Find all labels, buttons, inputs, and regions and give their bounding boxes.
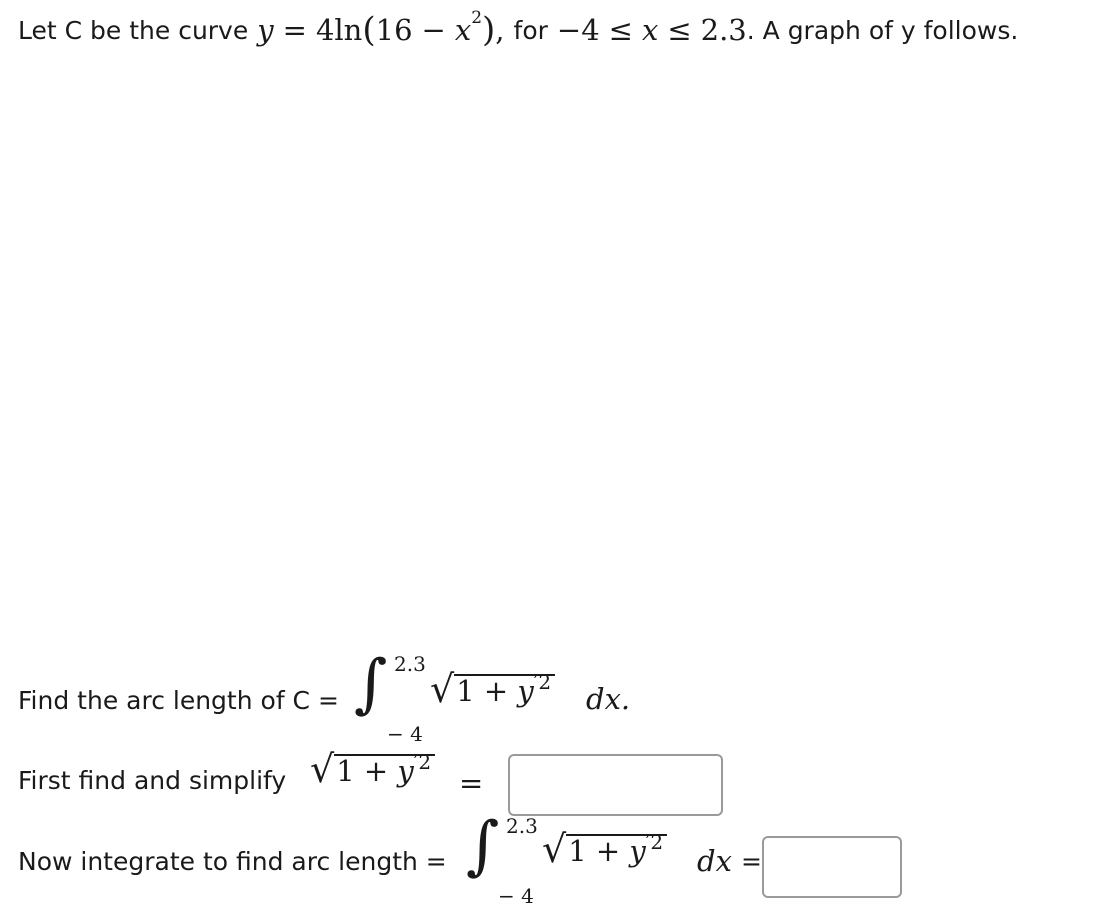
radicand-one: 1 + [456, 674, 509, 709]
radicand-y: y [397, 754, 414, 789]
radicand-y: y [517, 674, 534, 709]
coefficient: 4 [315, 13, 335, 47]
intro-tail: . A graph of y follows. [746, 15, 1019, 45]
equals-sign: = [282, 13, 307, 47]
problem-statement [18, 8, 1018, 52]
radicand-one: 1 + [336, 754, 389, 789]
intro-lead: Let C be the curve [18, 15, 249, 45]
radicand-exponent: 2 [418, 750, 432, 775]
radicand-prime: ′ [533, 670, 539, 695]
ln-function: ln [334, 13, 363, 47]
radical-sign: √ [310, 747, 335, 791]
radical-sign: √ [542, 827, 567, 871]
radical-sign: √ [430, 667, 455, 711]
upper-limit: 2.3 [506, 814, 538, 838]
radicand-exponent: 2 [650, 830, 664, 855]
radicand-one: 1 + [568, 834, 621, 869]
radicand-y: y [629, 834, 646, 869]
radicand [454, 670, 555, 709]
upper-limit: 2.3 [394, 652, 426, 676]
comma: , [495, 13, 505, 47]
leq-sign: ≤ [608, 13, 633, 47]
integral-sign: ∫ [466, 809, 500, 883]
close-paren: ) [482, 10, 496, 50]
leq-sign: ≤ [667, 13, 692, 47]
var-x: x [454, 13, 472, 47]
for-text: for [513, 15, 548, 45]
sqrt-expression [310, 747, 435, 791]
arc-length-answer-input[interactable] [762, 836, 902, 898]
sqrt-expression [542, 827, 667, 871]
equals-sign: = [459, 766, 484, 800]
simplify-label: First find and simplify [18, 766, 287, 795]
arc-length-label: Find the arc length of C = [18, 686, 339, 715]
sqrt-expression [430, 667, 555, 711]
radicand-prime: ′ [413, 750, 419, 775]
radicand [334, 750, 435, 789]
upper-bound: 2.3 [700, 13, 747, 47]
lower-limit: − 4 [387, 722, 423, 746]
open-paren: ( [362, 10, 376, 50]
integrate-label: Now integrate to find arc length = [18, 847, 447, 876]
equals-sign: = [741, 847, 762, 876]
radicand [566, 830, 667, 869]
minus-sign: − [421, 13, 446, 47]
dx-text: dx [697, 844, 732, 878]
dx-text: dx. [586, 682, 631, 716]
var-x-range: x [641, 13, 659, 47]
radicand-exponent: 2 [538, 670, 552, 695]
var-y: y [257, 13, 274, 47]
constant: 16 [375, 13, 413, 47]
lower-limit: − 4 [498, 884, 534, 908]
integral-sign: ∫ [354, 647, 388, 721]
exponent: 2 [471, 8, 483, 28]
radicand-prime: ′ [645, 830, 651, 855]
lower-bound: −4 [556, 13, 600, 47]
simplify-answer-input[interactable] [508, 754, 723, 816]
